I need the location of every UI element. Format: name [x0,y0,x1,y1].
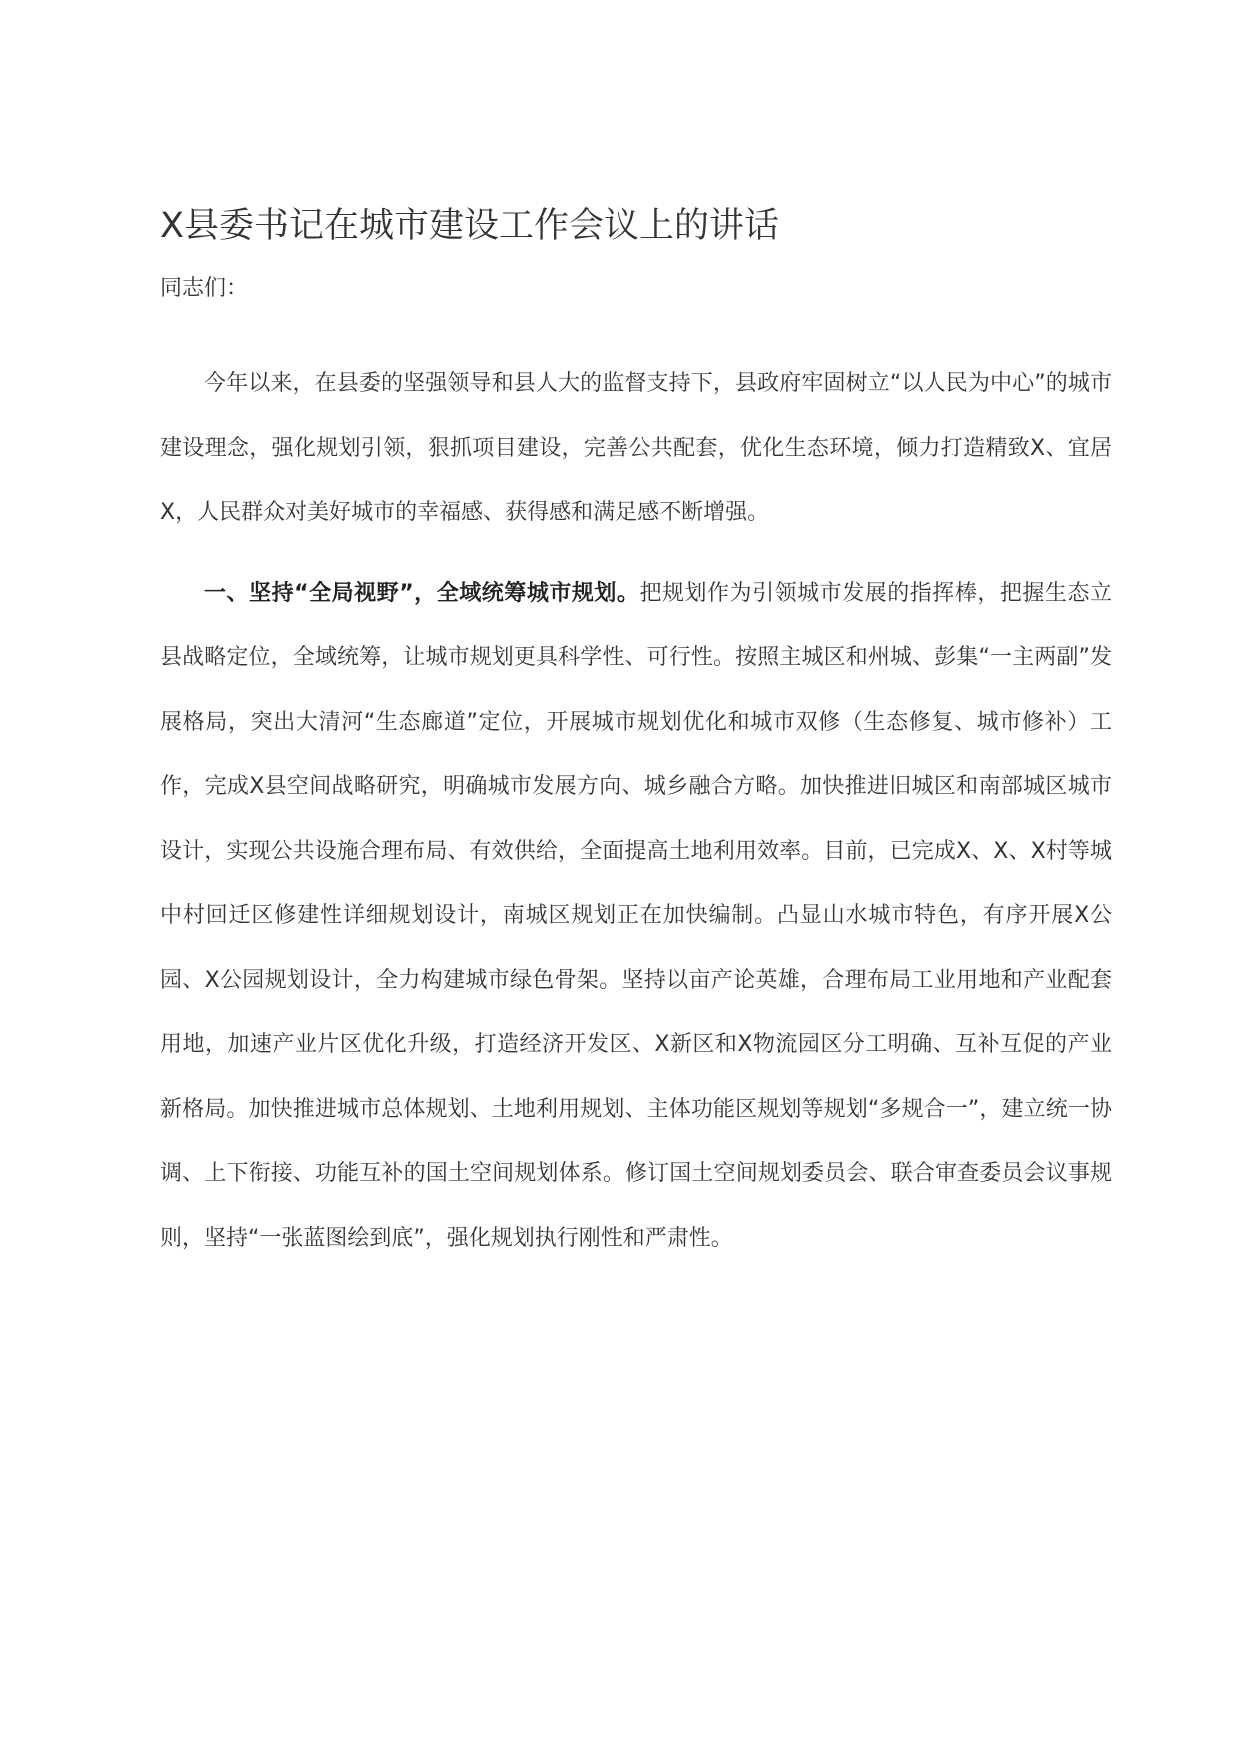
paragraph-text: 把规划作为引领城市发展的指挥棒，把握生态立县战略定位，全域统筹，让城市规划更具科学性、可行性。按照主城区和州城、彭集“一主两副”发展格局，突出大清河“生态廊道”定位，开展城市规划优化和城市双修（生态修复、城市修补）工作，完成X县空间战略研究，明确城市发展方向、城乡融合方略。加快推进旧城区和南部城区城市设计，实现公共设施合理布局、有效供给，全面提高土地利用效率。目前，已完成X、X、X村等城中村回迁区修建性详细规划设计，南城区规划正在加快编制。凸显山水城市特色，有序开展X公园、X公园规划设计，全力构建城市绿色骨架。坚持以亩产论英雄，合理布局工业用地和产业配套用地，加速产业片区优化升级，打造经济开发区、X新区和X物流园区分工明确、互补互促的产业新格局。加快推进城市总体规划、土地利用规划、主体功能区规划等规划“多规合一”，建立统一协调、上下衔接、功能互补的国土空间规划体系。修订国土空间规划委员会、联合审查委员会议事规则，坚持“一张蓝图绘到底”，强化规划执行刚性和严肃性。 [160,580,1112,1251]
paragraph-intro [160,352,1112,546]
salutation: 同志们： [160,276,249,301]
paragraph-section-1 [160,562,1112,1272]
paragraph-text: 今年以来，在县委的坚强领导和县人大的监督支持下，县政府牢固树立“以人民为中心”的城市建设理念，强化规划引领，狠抓项目建设，完善公共配套，优化生态环境，倾力打造精致X、宜居X，人民群众对美好城市的幸福感、获得感和满足感不断增强。 [160,371,1112,525]
document-page [160,196,1112,1271]
section-heading: 一、坚持“全局视野”，全域统筹城市规划。 [204,580,640,606]
document-title: X县委书记在城市建设工作会议上的讲话 [160,206,779,246]
